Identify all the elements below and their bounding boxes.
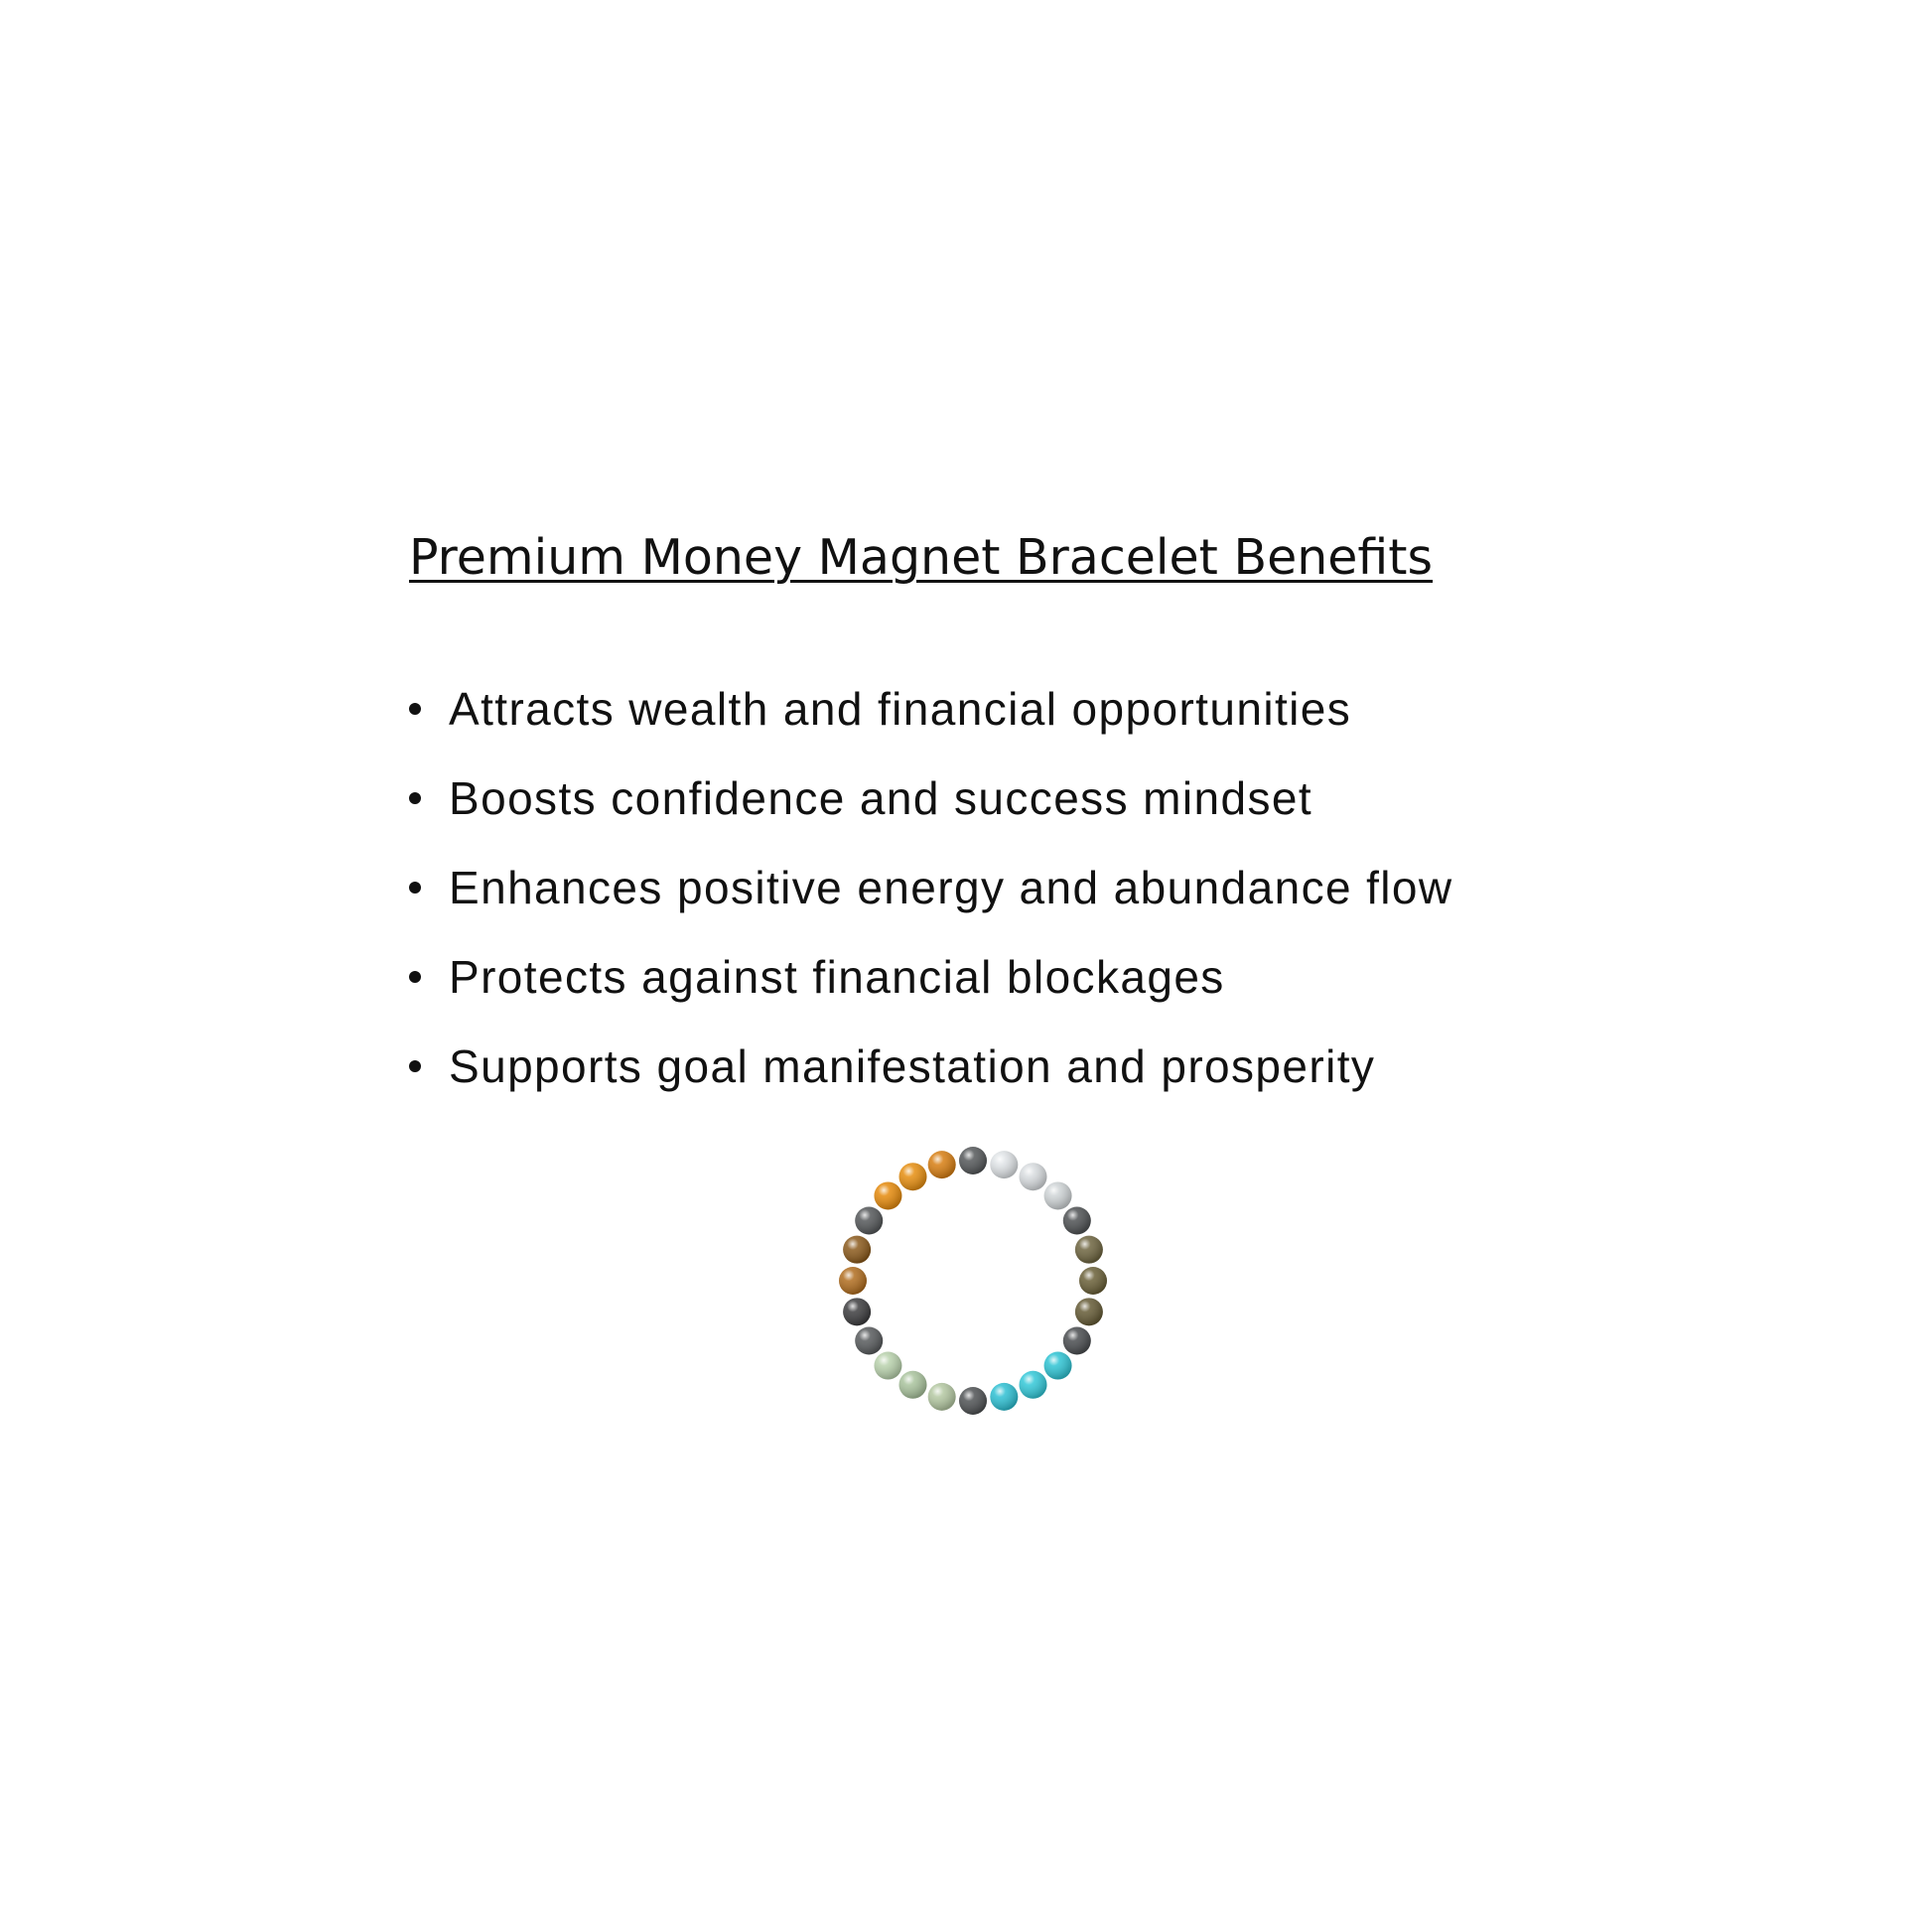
benefit-item — [409, 766, 1453, 856]
citrine-bead — [874, 1181, 901, 1209]
bullet-icon — [409, 1060, 421, 1072]
hematite-bead — [959, 1387, 987, 1415]
benefit-text: Protects against financial blockages — [449, 951, 1225, 1003]
pyrite-bead — [1079, 1267, 1107, 1295]
page-title: Premium Money Magnet Bracelet Benefits — [409, 529, 1434, 586]
hematite-bead — [843, 1298, 871, 1325]
tigers-eye-bead — [843, 1236, 871, 1264]
benefit-text: Boosts confidence and success mindset — [449, 772, 1313, 824]
bullet-icon — [409, 703, 421, 715]
hematite-bead — [855, 1207, 883, 1235]
aventurine-bead — [899, 1371, 927, 1399]
benefit-text: Supports goal manifestation and prosperity — [449, 1040, 1376, 1092]
bullet-icon — [409, 971, 421, 983]
benefit-item — [409, 856, 1453, 945]
clear-quartz-bead — [1044, 1181, 1072, 1209]
clear-quartz-bead — [1020, 1163, 1047, 1190]
benefit-item — [409, 677, 1453, 766]
bracelet-image — [824, 1132, 1122, 1430]
hematite-bead — [1063, 1327, 1091, 1355]
pyrite-bead — [1075, 1298, 1103, 1325]
benefit-text: Attracts wealth and financial opportunities — [449, 683, 1352, 735]
turquoise-bead — [1020, 1371, 1047, 1399]
benefit-item — [409, 1035, 1453, 1124]
pyrite-bead — [1075, 1236, 1103, 1264]
aventurine-bead — [928, 1383, 956, 1411]
hematite-bead — [959, 1147, 987, 1174]
bullet-icon — [409, 792, 421, 804]
citrine-bead — [928, 1151, 956, 1178]
clear-quartz-bead — [990, 1151, 1018, 1178]
hematite-bead — [1063, 1207, 1091, 1235]
hematite-bead — [855, 1327, 883, 1355]
aventurine-bead — [874, 1352, 901, 1380]
tigers-eye-bead — [839, 1267, 867, 1295]
benefit-text: Enhances positive energy and abundance flow — [449, 862, 1453, 913]
benefit-item — [409, 945, 1453, 1035]
citrine-bead — [899, 1163, 927, 1190]
turquoise-bead — [990, 1383, 1018, 1411]
benefits-list — [409, 677, 1453, 1124]
turquoise-bead — [1044, 1352, 1072, 1380]
bullet-icon — [409, 882, 421, 894]
